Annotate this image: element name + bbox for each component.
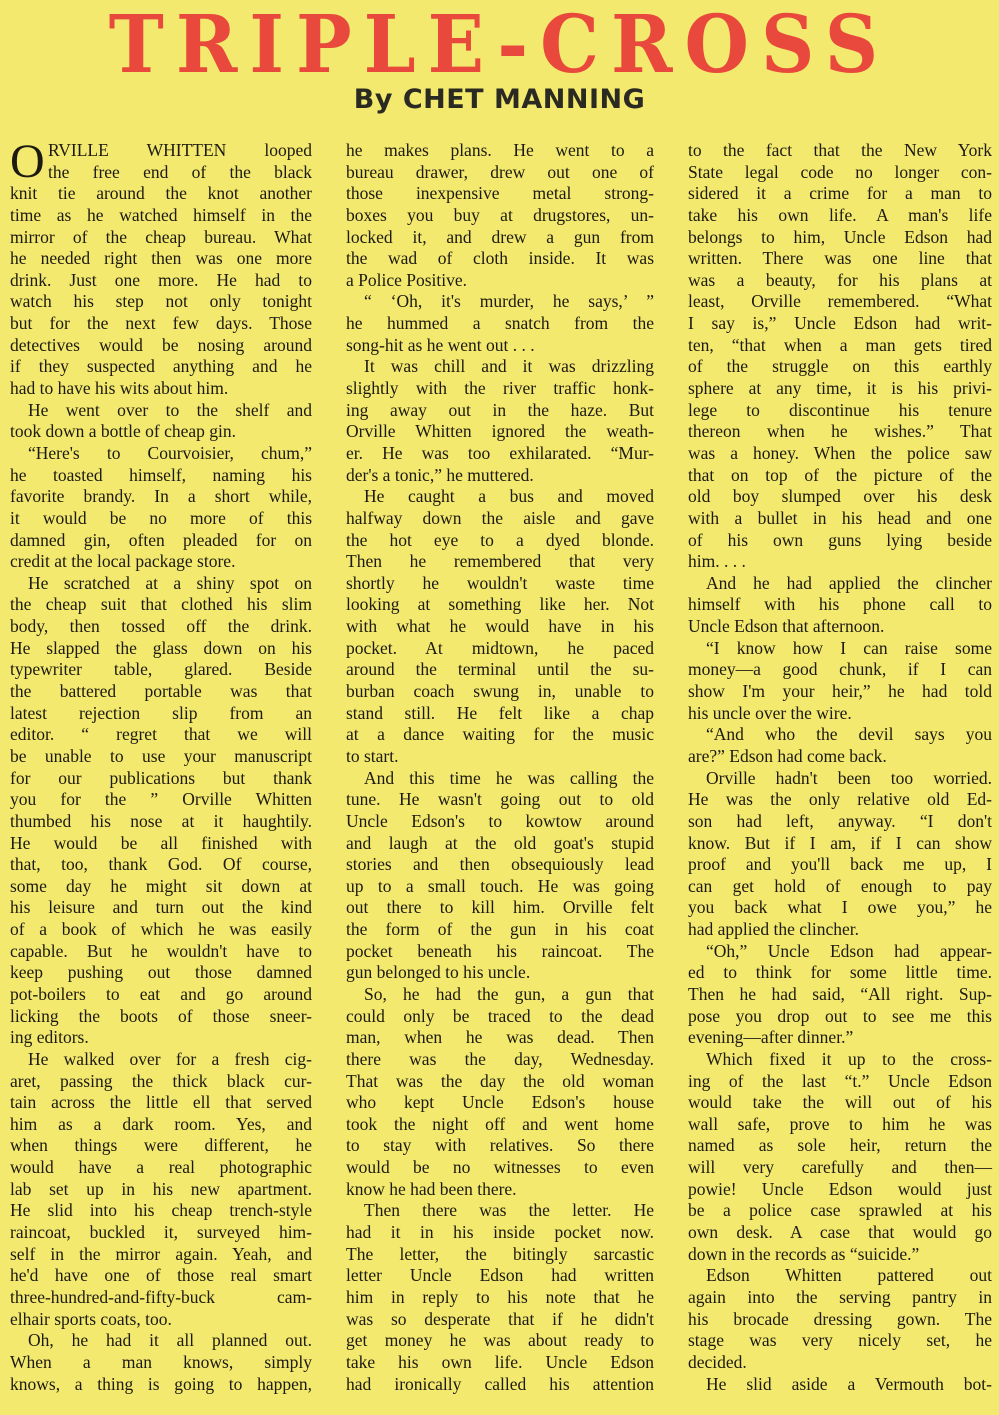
text-line: out there to kill him. Orville felt bbox=[346, 897, 654, 918]
text-line: “And who the devil says you bbox=[706, 724, 992, 745]
text-line: He scratched at a shiny spot on bbox=[28, 572, 312, 593]
paragraph bbox=[346, 984, 654, 1200]
text-line: favorite brandy. In a short while, bbox=[10, 486, 312, 507]
text-line: he makes plans. He went to a bbox=[346, 140, 654, 160]
text-line: time as he watched himself in the bbox=[10, 204, 312, 225]
text-line: He caught a bus and moved bbox=[364, 486, 654, 507]
text-line: written. There was one line that bbox=[688, 248, 992, 269]
text-line: his uncle over the wire. bbox=[688, 702, 852, 723]
text-line: So, he had the gun, a gun that bbox=[364, 983, 654, 1004]
text-line: tune. He wasn't going out to old bbox=[346, 789, 654, 810]
text-line: decided. bbox=[688, 1351, 747, 1372]
text-line: He slapped the glass down on his bbox=[10, 637, 312, 658]
text-line: be a police case sprawled at his bbox=[688, 1200, 992, 1221]
text-line: with a bullet in his head and one bbox=[688, 507, 992, 528]
text-line: ing of the last “t.” Uncle Edson bbox=[688, 1070, 992, 1091]
text-line: at a dance waiting for the music bbox=[346, 724, 654, 745]
paragraph bbox=[346, 768, 654, 984]
text-line: again into the serving pantry in bbox=[688, 1286, 992, 1307]
text-line: to stay with relatives. So there bbox=[346, 1135, 654, 1156]
text-line: Orville hadn't been too worried. bbox=[706, 767, 992, 788]
text-line: Then he had said, “All right. Sup- bbox=[688, 983, 992, 1004]
text-line: wall safe, prove to him he was bbox=[688, 1113, 992, 1134]
text-line: the battered portable was that bbox=[10, 681, 312, 702]
text-line: stage was very nicely set, he bbox=[688, 1330, 992, 1351]
drop-cap: O bbox=[10, 135, 45, 188]
text-line: And this time he was calling the bbox=[364, 767, 654, 788]
text-line: of the struggle on this earthly bbox=[688, 356, 992, 377]
text-line: He slid aside a Vermouth bot- bbox=[706, 1373, 992, 1394]
paragraph bbox=[10, 1330, 312, 1395]
text-line: up to a small touch. He was going bbox=[346, 875, 654, 896]
paragraph bbox=[688, 1265, 992, 1373]
paragraph bbox=[346, 356, 654, 486]
text-line: Orville Whitten ignored the weath- bbox=[346, 421, 654, 442]
text-line: are?” Edson had come back. bbox=[688, 745, 887, 766]
text-line: keep pushing out those damned bbox=[10, 962, 312, 983]
text-line: typewriter table, glared. Beside bbox=[10, 659, 312, 680]
text-line: ing away out in the haze. But bbox=[346, 399, 654, 420]
text-line: down in the records as “suicide.” bbox=[688, 1243, 920, 1264]
text-line: three-hundred-and-fifty-buck cam- bbox=[10, 1286, 312, 1307]
text-column-1 bbox=[10, 135, 312, 1395]
paragraph bbox=[346, 486, 654, 767]
text-line: he toasted himself, naming his bbox=[10, 464, 312, 485]
text-line: the cheap suit that clothed his slim bbox=[10, 594, 312, 615]
text-line: song-hit as he went out . . . bbox=[346, 334, 535, 355]
text-line: “I know how I can raise some bbox=[706, 637, 992, 658]
text-line: Then there was the letter. He bbox=[364, 1200, 654, 1221]
text-line: capable. But he wouldn't have to bbox=[10, 940, 312, 961]
text-line: body, then tossed off the drink. bbox=[10, 616, 312, 637]
paragraph bbox=[10, 443, 312, 573]
text-line: took the night off and went home bbox=[346, 1113, 654, 1134]
text-line: can get hold of enough to pay bbox=[688, 875, 992, 896]
text-line: him. . . . bbox=[688, 551, 746, 572]
text-line: thumbed his nose at it haughtily. bbox=[10, 810, 312, 831]
paragraph bbox=[10, 400, 312, 443]
text-line: show I'm your heir,” he had told bbox=[688, 681, 992, 702]
text-line: take his own life. A man's life bbox=[688, 204, 992, 225]
text-line: detectives would be nosing around bbox=[10, 334, 312, 355]
text-line: be unable to use your manuscript bbox=[10, 745, 312, 766]
paragraph bbox=[688, 768, 992, 941]
paragraph bbox=[346, 1200, 654, 1395]
text-line: if they suspected anything and he bbox=[10, 356, 312, 377]
text-line: der's a tonic,” he muttered. bbox=[346, 464, 534, 485]
text-line: knows, a thing is going to happen, bbox=[10, 1373, 312, 1394]
text-line: er. He was too exhilarated. “Mur- bbox=[346, 442, 654, 463]
text-line: Then he remembered that very bbox=[346, 551, 654, 572]
text-line: old boy slumped over his desk bbox=[688, 486, 992, 507]
text-line: looking at something like her. Not bbox=[346, 594, 654, 615]
text-line: “Here's to Courvoisier, chum,” bbox=[28, 442, 312, 463]
text-line: watch his step not only tonight bbox=[10, 291, 312, 312]
paragraph bbox=[10, 573, 312, 1049]
text-line: burban coach swung in, unable to bbox=[346, 681, 654, 702]
text-line: latest rejection slip from an bbox=[10, 702, 312, 723]
text-line: ed to think for some little time. bbox=[688, 962, 992, 983]
text-line: took down a bottle of cheap gin. bbox=[10, 421, 236, 442]
text-line: know he had been there. bbox=[346, 1178, 517, 1199]
text-line: powie! Uncle Edson would just bbox=[688, 1178, 992, 1199]
text-line: the form of the gun in his coat bbox=[346, 919, 654, 940]
text-line: to the fact that the New York bbox=[688, 140, 992, 160]
paragraph bbox=[688, 140, 992, 573]
text-line: had it in his inside pocket now. bbox=[346, 1222, 654, 1243]
text-line: would be no witnesses to even bbox=[346, 1157, 654, 1178]
text-line: slightly with the river traffic honk- bbox=[346, 378, 654, 399]
text-line: sphere at any time, it is his privi- bbox=[688, 378, 992, 399]
text-line: Oh, he had it all planned out. bbox=[28, 1330, 312, 1351]
text-line: That was the day the old woman bbox=[346, 1070, 654, 1091]
text-line: letter Uncle Edson had written bbox=[346, 1265, 654, 1286]
text-line: ing editors. bbox=[10, 1027, 89, 1048]
text-line: had applied the clincher. bbox=[688, 919, 860, 940]
text-line: when things were different, he bbox=[10, 1135, 312, 1156]
text-line: pocket. At midtown, he paced bbox=[346, 637, 654, 658]
text-line: licking the boots of those sneer- bbox=[10, 1005, 312, 1026]
text-line: with what he would have in his bbox=[346, 616, 654, 637]
text-line: had ironically called his attention bbox=[346, 1373, 654, 1394]
text-line: him as a dark room. Yes, and bbox=[10, 1113, 312, 1134]
text-line: thereon when he wishes.” That bbox=[688, 421, 992, 442]
text-line: will very carefully and then— bbox=[688, 1157, 992, 1178]
text-line: money—a good chunk, if I can bbox=[688, 659, 992, 680]
text-line: that on top of the picture of the bbox=[688, 464, 992, 485]
text-line: and laugh at the old goat's stupid bbox=[346, 832, 654, 853]
text-line: elhair sports coats, too. bbox=[10, 1308, 172, 1329]
text-line: would have a real photographic bbox=[10, 1157, 312, 1178]
text-line: Uncle Edson's to kowtow around bbox=[346, 810, 654, 831]
text-line: it would be no more of this bbox=[10, 507, 312, 528]
text-line: “Oh,” Uncle Edson had appear- bbox=[706, 940, 992, 961]
text-line: He walked over for a fresh cig- bbox=[28, 1048, 312, 1069]
text-line: you for the ” Orville Whitten bbox=[10, 789, 312, 810]
text-line: had to have his wits about him. bbox=[10, 378, 229, 399]
text-line: pot-boilers to eat and go around bbox=[10, 983, 312, 1004]
text-line: was so desperate that if he didn't bbox=[346, 1308, 654, 1329]
text-line: When a man knows, simply bbox=[10, 1351, 312, 1372]
text-line: you back what I owe you,” he bbox=[688, 897, 992, 918]
text-line: Edson Whitten pattered out bbox=[706, 1265, 992, 1286]
text-line: drink. Just one more. He had to bbox=[10, 269, 312, 290]
text-line: knit tie around the knot another bbox=[10, 183, 312, 204]
text-line: stories and then obsequiously lead bbox=[346, 854, 654, 875]
paragraph bbox=[688, 573, 992, 638]
text-line: belongs to him, Uncle Edson had bbox=[688, 226, 992, 247]
text-line: The letter, the bitingly sarcastic bbox=[346, 1243, 654, 1264]
text-line: get money he was about ready to bbox=[346, 1330, 654, 1351]
text-line: proof and you'll back me up, I bbox=[688, 854, 992, 875]
paragraph bbox=[346, 291, 654, 356]
text-line: he needed right then was one more bbox=[10, 248, 312, 269]
text-line: for our publications but thank bbox=[10, 767, 312, 788]
text-line: It was chill and it was drizzling bbox=[364, 356, 654, 377]
paragraph bbox=[10, 1049, 312, 1330]
text-line: He would be all finished with bbox=[10, 832, 312, 853]
text-line: evening—after dinner.” bbox=[688, 1027, 854, 1048]
text-line: self in the mirror again. Yeah, and bbox=[10, 1243, 312, 1264]
text-line: himself with his phone call to bbox=[688, 594, 992, 615]
text-line: lege to discontinue his tenure bbox=[688, 399, 992, 420]
text-line: He slid into his cheap trench-style bbox=[10, 1200, 312, 1221]
text-line: around the terminal until the su- bbox=[346, 659, 654, 680]
text-line: own desk. A case that would go bbox=[688, 1222, 992, 1243]
story-title: TRIPLE-CROSS bbox=[108, 0, 891, 92]
paragraph bbox=[688, 941, 992, 1049]
text-line: but for the next few days. Those bbox=[10, 313, 312, 334]
text-line: “ ‘Oh, it's murder, he says,’ ” bbox=[364, 291, 654, 312]
text-column-3 bbox=[688, 140, 992, 1395]
text-line: know. But if I am, if I can show bbox=[688, 832, 992, 853]
text-line: the free end of the black bbox=[48, 161, 312, 182]
text-line: locked it, and drew a gun from bbox=[346, 226, 654, 247]
text-line: of a book of which he was easily bbox=[10, 919, 312, 940]
text-line: RVILLE WHITTEN looped bbox=[48, 140, 312, 160]
text-line: stand still. He felt like a chap bbox=[346, 702, 654, 723]
text-line: aret, passing the thick black cur- bbox=[10, 1070, 312, 1091]
text-line: those inexpensive metal strong- bbox=[346, 183, 654, 204]
text-line: credit at the local package store. bbox=[10, 551, 236, 572]
text-line: the hot eye to a dyed blonde. bbox=[346, 529, 654, 550]
text-line: He went over to the shelf and bbox=[28, 399, 312, 420]
text-line: halfway down the aisle and gave bbox=[346, 507, 654, 528]
text-line: damned gin, often pleaded for on bbox=[10, 529, 312, 550]
text-line: ten, “that when a man gets tired bbox=[688, 334, 992, 355]
text-line: boxes you buy at drugstores, un- bbox=[346, 204, 654, 225]
text-line: a Police Positive. bbox=[346, 269, 468, 290]
text-line: sidered it a crime for a man to bbox=[688, 183, 992, 204]
text-line: mirror of the cheap bureau. What bbox=[10, 226, 312, 247]
text-line: that, too, thank God. Of course, bbox=[10, 854, 312, 875]
paragraph bbox=[688, 724, 992, 767]
author-byline: By CHET MANNING bbox=[353, 84, 646, 115]
text-line: shortly he wouldn't waste time bbox=[346, 572, 654, 593]
text-line: of his own guns lying beside bbox=[688, 529, 992, 550]
text-column-2 bbox=[346, 140, 654, 1395]
text-line: bureau drawer, drew out one of bbox=[346, 161, 654, 182]
text-line: he'd have one of those real smart bbox=[10, 1265, 312, 1286]
paragraph bbox=[346, 140, 654, 291]
text-line: tain across the little ell that served bbox=[10, 1092, 312, 1113]
text-line: editor. “ regret that we will bbox=[10, 724, 312, 745]
text-line: could only be traced to the dead bbox=[346, 1005, 654, 1026]
text-line: Which fixed it up to the cross- bbox=[706, 1048, 992, 1069]
text-line: would take the will out of his bbox=[688, 1092, 992, 1113]
text-line: And he had applied the clincher bbox=[706, 572, 992, 593]
paragraph bbox=[688, 638, 992, 725]
text-line: son had left, anyway. “I don't bbox=[688, 810, 992, 831]
text-line: him in reply to his note that he bbox=[346, 1286, 654, 1307]
text-line: who kept Uncle Edson's house bbox=[346, 1092, 654, 1113]
text-line: man, when he was dead. Then bbox=[346, 1027, 654, 1048]
text-line: lab set up in his new apartment. bbox=[10, 1178, 312, 1199]
text-line: least, Orville remembered. “What bbox=[688, 291, 992, 312]
text-line: I say is,” Uncle Edson had writ- bbox=[688, 313, 992, 334]
text-line: the wad of cloth inside. It was bbox=[346, 248, 654, 269]
text-line: some day he might sit down at bbox=[10, 875, 312, 896]
text-line: gun belonged to his uncle. bbox=[346, 962, 531, 983]
text-line: was a honey. When the police saw bbox=[688, 442, 992, 463]
text-line: State legal code no longer con- bbox=[688, 161, 992, 182]
text-line: he hummed a snatch from the bbox=[346, 313, 654, 334]
text-line: pose you drop out to see me this bbox=[688, 1005, 992, 1026]
paragraph bbox=[10, 135, 312, 400]
text-line: to start. bbox=[346, 745, 399, 766]
text-line: named as sole heir, return the bbox=[688, 1135, 992, 1156]
paragraph bbox=[688, 1049, 992, 1265]
text-line: was a beauty, for his plans at bbox=[688, 269, 992, 290]
text-line: his leisure and turn out the kind bbox=[10, 897, 312, 918]
text-line: his brocade dressing gown. The bbox=[688, 1308, 992, 1329]
text-line: there was the day, Wednesday. bbox=[346, 1048, 654, 1069]
text-line: raincoat, buckled it, surveyed him- bbox=[10, 1222, 312, 1243]
text-line: pocket beneath his raincoat. The bbox=[346, 940, 654, 961]
text-line: Uncle Edson that afternoon. bbox=[688, 616, 885, 637]
text-line: He was the only relative old Ed- bbox=[688, 789, 992, 810]
paragraph bbox=[688, 1374, 992, 1396]
text-line: take his own life. Uncle Edson bbox=[346, 1351, 654, 1372]
